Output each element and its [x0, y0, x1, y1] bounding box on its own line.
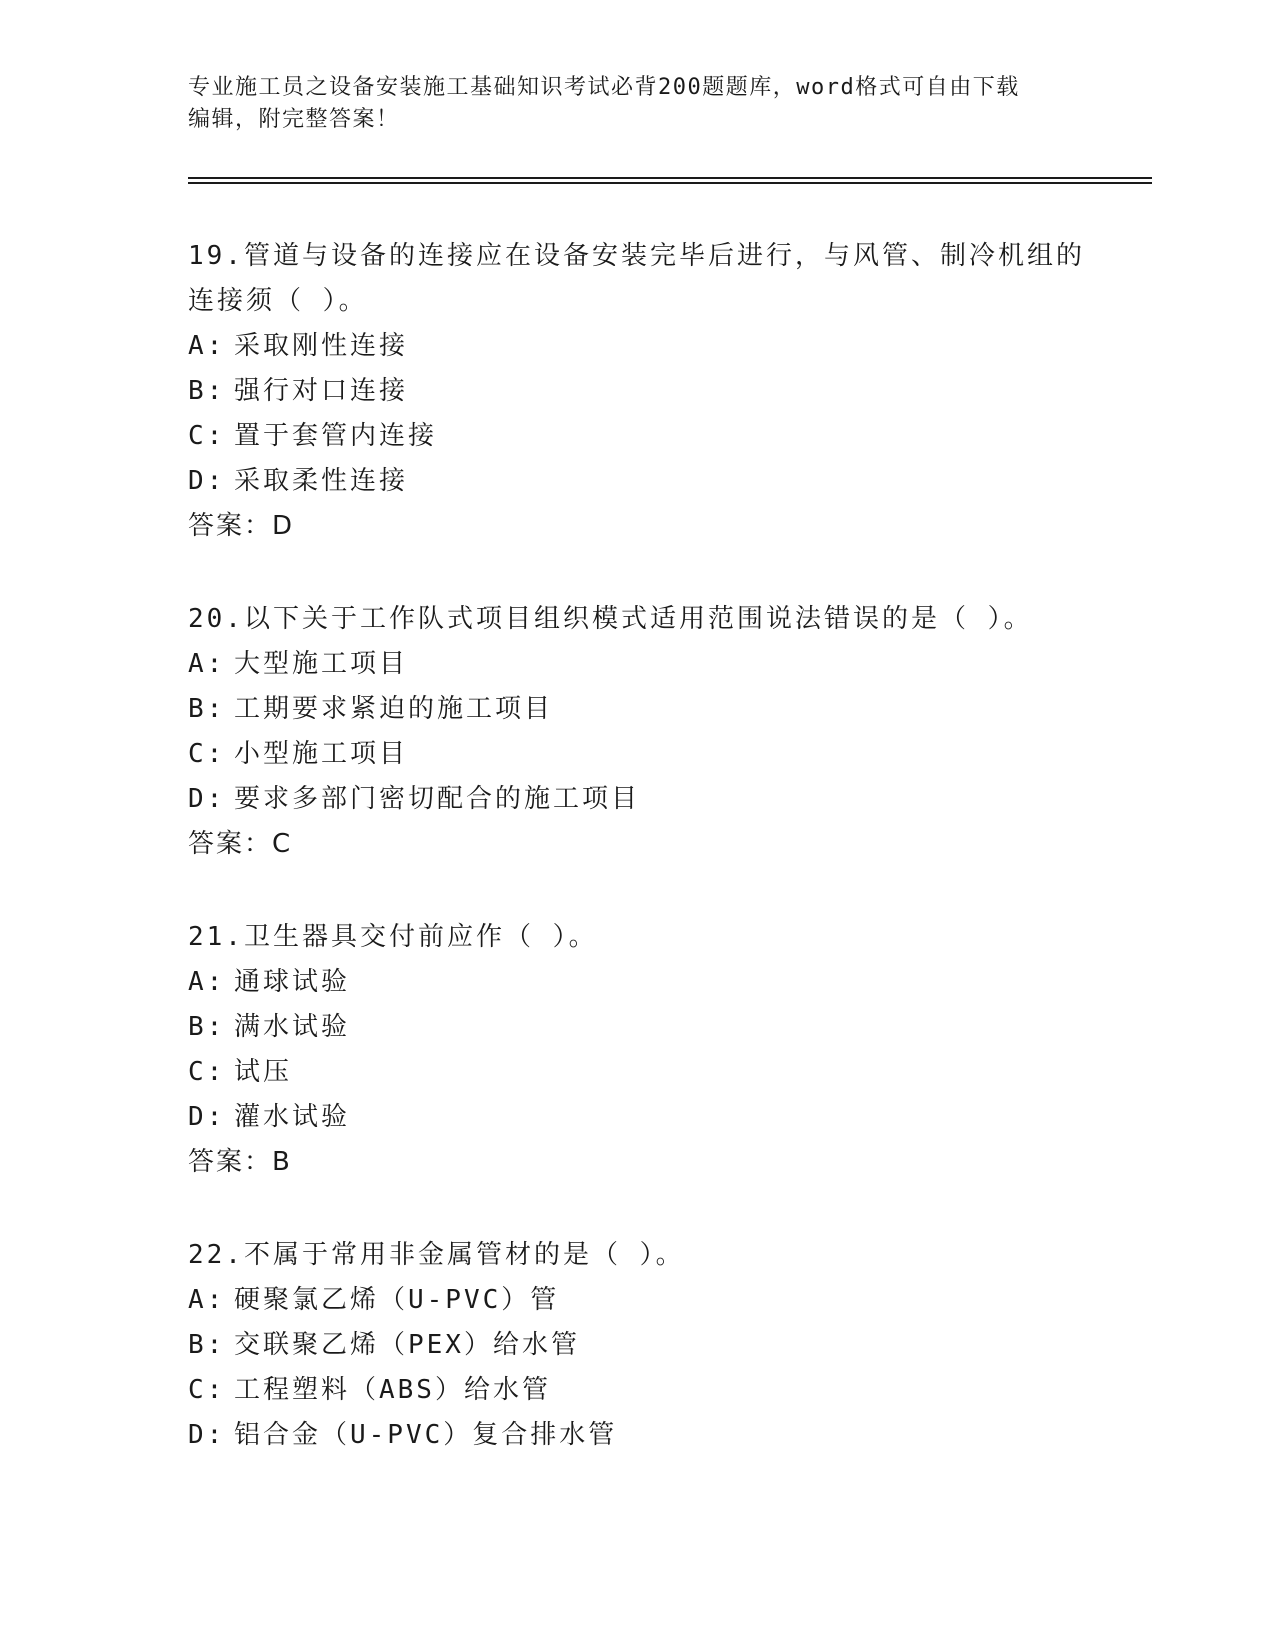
header-line-1: 专业施工员之设备安装施工基础知识考试必背200题题库，word格式可自由下载	[188, 75, 1020, 100]
option-text: 置于套管内连接	[234, 421, 438, 451]
option-c	[188, 732, 1108, 777]
option-text: 通球试验	[234, 967, 351, 997]
option-letter: D:	[188, 784, 226, 814]
option-d	[188, 1095, 1108, 1140]
option-text: 硬聚氯乙烯（U-PVC）管	[234, 1285, 560, 1315]
option-letter: B:	[188, 376, 226, 406]
question-20	[188, 597, 1108, 867]
option-letter: A:	[188, 967, 226, 997]
option-text: 交联聚乙烯（PEX）给水管	[234, 1330, 580, 1360]
option-text: 工程塑料（ABS）给水管	[234, 1375, 551, 1405]
option-text: 工期要求紧迫的施工项目	[234, 694, 554, 724]
option-b	[188, 369, 1108, 414]
option-b	[188, 1005, 1108, 1050]
option-text: 要求多部门密切配合的施工项目	[234, 784, 641, 814]
option-letter: A:	[188, 331, 226, 361]
option-text: 采取柔性连接	[234, 466, 409, 496]
option-letter: B:	[188, 1012, 226, 1042]
option-letter: C:	[188, 739, 226, 769]
option-letter: D:	[188, 1102, 226, 1132]
question-list	[188, 234, 1108, 1506]
option-letter: A:	[188, 1285, 226, 1315]
option-text: 满水试验	[234, 1012, 351, 1042]
option-letter: A:	[188, 649, 226, 679]
question-22	[188, 1233, 1108, 1458]
option-letter: B:	[188, 1330, 226, 1360]
option-c	[188, 414, 1108, 459]
option-text: 试压	[234, 1057, 293, 1087]
option-text: 铝合金（U-PVC）复合排水管	[234, 1420, 618, 1450]
option-b	[188, 1323, 1108, 1368]
option-text: 采取刚性连接	[234, 331, 409, 361]
header-divider-top	[188, 177, 1152, 179]
option-letter: B:	[188, 694, 226, 724]
option-text: 强行对口连接	[234, 376, 409, 406]
option-d	[188, 459, 1108, 504]
question-stem: 22.不属于常用非金属管材的是（ ）。	[188, 1240, 685, 1270]
option-b	[188, 687, 1108, 732]
option-letter: D:	[188, 466, 226, 496]
question-19	[188, 234, 1108, 549]
option-c	[188, 1368, 1108, 1413]
option-letter: D:	[188, 1420, 226, 1450]
question-stem-continued: 连接须（ ）。	[188, 286, 368, 316]
option-text: 大型施工项目	[234, 649, 409, 679]
option-a	[188, 642, 1108, 687]
option-letter: C:	[188, 1057, 226, 1087]
header-line-2: 编辑，附完整答案！	[188, 107, 400, 132]
option-d	[188, 777, 1108, 822]
option-a	[188, 960, 1108, 1005]
option-a	[188, 1278, 1108, 1323]
answer-line: 答案：C	[188, 829, 293, 859]
option-c	[188, 1050, 1108, 1095]
header-divider-bottom	[188, 182, 1152, 184]
option-letter: C:	[188, 1375, 226, 1405]
document-header	[188, 72, 1068, 136]
question-stem: 20.以下关于工作队式项目组织模式适用范围说法错误的是（ ）。	[188, 604, 1033, 634]
option-text: 小型施工项目	[234, 739, 409, 769]
question-stem: 21.卫生器具交付前应作（ ）。	[188, 922, 598, 952]
answer-line: 答案：B	[188, 1147, 292, 1177]
question-21	[188, 915, 1108, 1185]
question-stem: 19.管道与设备的连接应在设备安装完毕后进行，与风管、制冷机组的	[188, 241, 1085, 271]
option-text: 灌水试验	[234, 1102, 351, 1132]
option-d	[188, 1413, 1108, 1458]
option-a	[188, 324, 1108, 369]
option-letter: C:	[188, 421, 226, 451]
answer-line: 答案：D	[188, 511, 295, 541]
